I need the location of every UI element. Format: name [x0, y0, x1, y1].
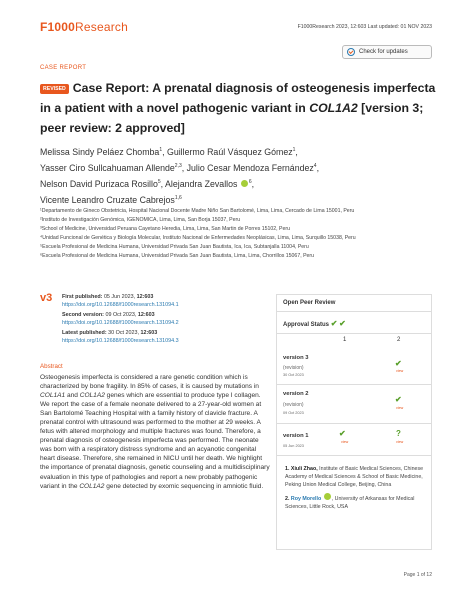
- divider: [277, 423, 431, 424]
- author-name[interactable]: Yasser Ciro Sullcahuaman Allende: [40, 162, 175, 173]
- page-number: Page 1 of 12: [403, 572, 432, 578]
- open-peer-review-panel: Open Peer Review Approval Status ✔ ✔ 1 2 version 3 (revision) 30 Oct 2023 ✔ view version 2 (revision) 09 Oct 2023 ✔ view version 1 05 Jun 2023 ✔ view ? view 1. Xiuli Zhao, Institute of Basic Medical Sciences, Chinese Academy of Medical Sciences & School of Basic Medicine, Peking Union Medical College, Beijing, China 2. Roy Morello , University of Arkansas for Medical Sciences, Little Rock, USA: [276, 294, 432, 550]
- version-2-label[interactable]: version 2: [283, 391, 309, 397]
- divider: [277, 333, 431, 334]
- reviewer-item: 2. Roy Morello , University of Arkansas for Medical Sciences, Little Rock, USA: [285, 493, 427, 511]
- affiliation: ⁴Unidad Funcional de Genética y Biología Molecular, Instituto Nacional de Enfermedades Neoplásicas, Lima, Lima, Surquillo 15038, Peru: [40, 235, 356, 241]
- peer-review-title: Open Peer Review: [277, 295, 431, 312]
- affiliation: ⁶Escuela Profesional de Medicina Humana, Universidad Privada San Juan Bautista, Lima, Lima, Chorrillos 15067, Peru: [40, 253, 315, 259]
- reviewer-column-2: 2: [397, 337, 401, 343]
- check-icon[interactable]: ✔: [339, 429, 346, 438]
- revised-badge: REVISED: [40, 84, 69, 94]
- author-list: Melissa Sindy Peláez Chomba$^1$, Guillermo Raúl Vásquez Gómez$^1$, Yasser Ciro Sullcahuaman Allende$^{2,3}$, Julio Cesar Mendoza Fernández$^4$, Nelson David Purizaca Rosillo$^5$, Alejandra Zevallos $^6$, Vicente Leandro Cruzate Cabrejos$^{1,6}$: [40, 146, 320, 205]
- crossmark-icon: [347, 48, 355, 56]
- affiliations: [40, 207, 440, 261]
- orcid-icon[interactable]: [324, 493, 331, 500]
- view-report-link[interactable]: view: [341, 440, 349, 444]
- article-title: REVISED Case Report: A prenatal diagnosis of osteogenesis imperfecta in a patient with a novel pathogenic variant in COL1A2 [version 3; peer review: 2 approved]: [40, 81, 436, 135]
- view-report-link[interactable]: view: [396, 440, 404, 444]
- check-icon[interactable]: ✔: [395, 395, 402, 404]
- version-3-label[interactable]: version 3: [283, 355, 309, 361]
- divider: [277, 384, 431, 385]
- author-name[interactable]: Alejandra Zevallos: [165, 178, 238, 189]
- question-icon[interactable]: ?: [396, 429, 401, 438]
- view-report-link[interactable]: view: [396, 406, 404, 410]
- reviewer-column-1: 1: [343, 337, 347, 343]
- f1000-logo[interactable]: F1000Research: [40, 20, 128, 34]
- check-icon: ✔: [330, 319, 338, 328]
- abstract-heading: Abstract: [40, 363, 63, 370]
- version-1-label[interactable]: version 1: [283, 433, 309, 439]
- author-name[interactable]: Guillermo Raúl Vásquez Gómez: [166, 146, 293, 157]
- affiliation: ⁵Escuela Profesional de Medicina Humana, Universidad Privada San Juan Bautista, Ica, Ica, Subtanjalla 11004, Peru: [40, 244, 309, 250]
- article-category: CASE REPORT: [40, 65, 87, 71]
- affiliation: ³School of Medicine, Universidad Peruana Cayetano Heredia, Lima, Lima, San Martin de Porres 15102, Peru: [40, 226, 290, 232]
- orcid-icon[interactable]: [241, 180, 248, 187]
- divider: [277, 455, 431, 456]
- doi-link[interactable]: https://doi.org/10.12688/f1000research.131094.1: [62, 301, 179, 308]
- reviewer-name[interactable]: Roy Morello: [290, 496, 322, 502]
- check-for-updates-button[interactable]: [342, 45, 432, 59]
- affiliation: ²Instituto de Investigación Genómica, IGENOMICA, Lima, Lima, San Borja 15037, Peru: [40, 217, 241, 223]
- check-updates-label: Check for updates: [359, 49, 408, 55]
- reviewer-item: 1. Xiuli Zhao, Institute of Basic Medical Sciences, Chinese Academy of Medical Sciences & School of Basic Medicine, Peking Union Medical College, Beijing, China: [285, 466, 424, 488]
- view-report-link[interactable]: view: [396, 369, 404, 373]
- header-meta: F1000Research 2023, 12:603 Last updated: 01 NOV 2023: [297, 24, 432, 30]
- doi-link[interactable]: https://doi.org/10.12688/f1000research.131094.3: [62, 337, 179, 344]
- publication-history: First published: 05 Jun 2023, 12:603 https://doi.org/10.12688/f1000research.131094.1 Second version: 09 Oct 2023, 12:603 https://doi.org/10.12688/f1000research.131094.2 Latest published: 30 Oct 2023, 12:603 https://doi.org/10.12688/f1000research.131094.3: [62, 294, 179, 344]
- check-icon: ✔: [339, 319, 346, 328]
- check-icon[interactable]: ✔: [395, 359, 402, 368]
- title-gene: COL1A2: [309, 101, 358, 115]
- author-name[interactable]: Vicente Leandro Cruzate Cabrejos: [40, 194, 175, 205]
- author-name[interactable]: Melissa Sindy Peláez Chomba: [40, 146, 160, 157]
- version-badge: v3: [40, 292, 53, 304]
- doi-link[interactable]: https://doi.org/10.12688/f1000research.131094.2: [62, 319, 179, 326]
- reviewer-name[interactable]: Xiuli Zhao,: [290, 466, 318, 472]
- approval-status: Approval Status ✔ ✔: [283, 319, 346, 328]
- title-version: [version 3; peer review: 2 approved]: [40, 101, 424, 135]
- affiliation: ¹Departamento de Gineco Obstetricia, Hospital Nacional Docente Madre Niño San Bartolomé, Lima, Lima, Cercado de Lima 15001, Peru: [40, 208, 355, 214]
- author-name[interactable]: Nelson David Purizaca Rosillo: [40, 178, 158, 189]
- author-name[interactable]: Julio Cesar Mendoza Fernández: [186, 162, 314, 173]
- reviewer-list: [285, 465, 427, 515]
- abstract-text: Osteogenesis imperfecta is considered a rare genetic condition which is characterized by bone fragility. In 85% of cases, it is caused by mutations in COL1A1 and COL1A2 genes which are essential to produce type I collagen. We report the case of a female neonate delivered to a 27-year-old women at San Bartolomé Teaching Hospital with a family history of clavicle fracture. A prenatal control with ultrasound was performed to the mother at 29 weeks. A fetus with altered morphology and multiple fractures was found. Therefore, a prenatal diagnosis of osteogenesis imperfecta was performed. The neonate was born with a respiratory distress syndrome and an acyanotic congenital heart disease. Therefore, she remained in NICU until her death. We highlight the importance of prenatal diagnosis, genetic counseling and a multidisciplinary evaluation in this type of pathologies and report a new probably pathogenic variant in the COL1A2 gene detected by exomic sequencing in amniotic fluid.: [40, 374, 270, 490]
